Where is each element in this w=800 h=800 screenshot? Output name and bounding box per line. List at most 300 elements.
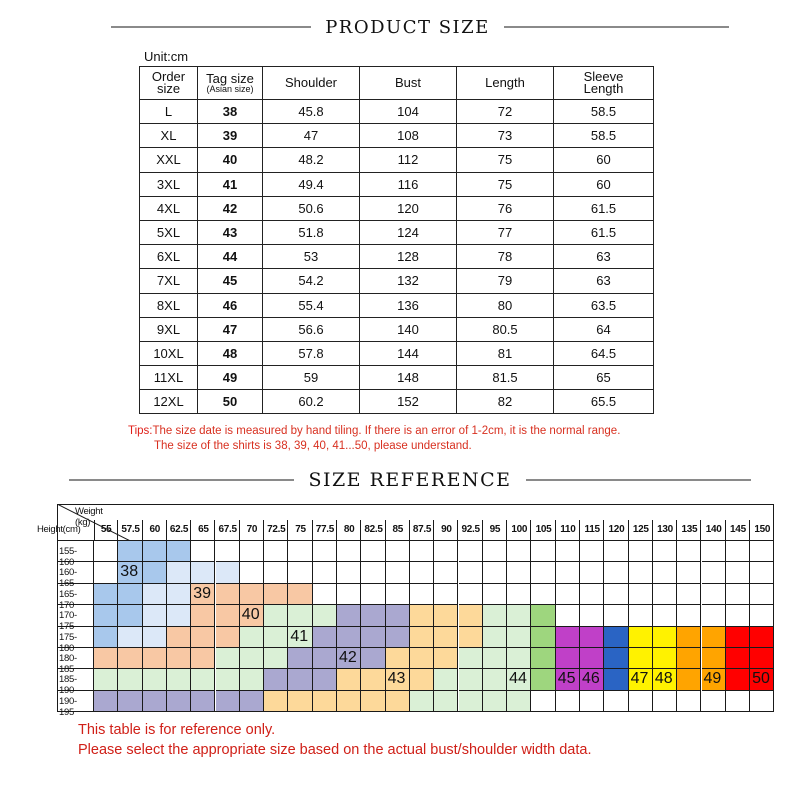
- grid-cell: [726, 691, 750, 712]
- grid-cell: [459, 584, 483, 605]
- grid-cell: [702, 627, 726, 648]
- grid-cell: [167, 584, 191, 605]
- cell-bust: 104: [360, 100, 457, 124]
- cell-bust: 140: [360, 317, 457, 341]
- cell-order-size: 6XL: [140, 245, 198, 269]
- size-table-row: [140, 245, 654, 269]
- grid-cell: [580, 627, 604, 648]
- grid-cell: [167, 541, 191, 562]
- cell-tag-size: 43: [198, 220, 263, 244]
- grid-cell: [94, 648, 118, 669]
- cell-length: 79: [457, 269, 554, 293]
- grid-cell: [386, 691, 410, 712]
- size-table-row: [140, 196, 654, 220]
- grid-cell: [580, 691, 604, 712]
- grid-cell: [750, 691, 774, 712]
- grid-cell: [604, 562, 628, 583]
- cell-sleeve-length: 60: [554, 148, 654, 172]
- heading-rule-left: [69, 479, 294, 480]
- grid-cell: [604, 648, 628, 669]
- grid-cell: [191, 691, 215, 712]
- size-table-row: [140, 390, 654, 414]
- grid-cell: [361, 541, 385, 562]
- grid-cell: [507, 584, 531, 605]
- size-table-header-row: [140, 67, 654, 100]
- grid-cell: [313, 648, 337, 669]
- product-size-title: PRODUCT SIZE: [325, 16, 490, 38]
- cell-order-size: 4XL: [140, 196, 198, 220]
- grid-cell: [459, 562, 483, 583]
- grid-cell: [483, 627, 507, 648]
- grid-cell: [216, 691, 240, 712]
- grid-cell: [264, 541, 288, 562]
- grid-cell: [726, 605, 750, 626]
- header-bottom-line: [57, 504, 774, 541]
- grid-cell: [459, 648, 483, 669]
- size-annotation: 46: [582, 670, 600, 688]
- grid-cell: [313, 627, 337, 648]
- grid-cell: [118, 627, 142, 648]
- grid-cell: [459, 605, 483, 626]
- grid-cell: [434, 562, 458, 583]
- grid-cell: [337, 669, 361, 690]
- grid-cell: [677, 669, 701, 690]
- cell-length: 81: [457, 341, 554, 365]
- grid-cell: [94, 605, 118, 626]
- grid-cell: [653, 562, 677, 583]
- cell-sleeve-length: 63.5: [554, 293, 654, 317]
- cell-sleeve-length: 58.5: [554, 124, 654, 148]
- cell-order-size: 9XL: [140, 317, 198, 341]
- grid-cell: [677, 584, 701, 605]
- grid-cell: [288, 605, 312, 626]
- weight-value: 140: [705, 524, 722, 535]
- grid-cell: [459, 691, 483, 712]
- grid-cell: [531, 669, 555, 690]
- height-value: 190-195: [59, 695, 77, 718]
- size-annotation: 49: [703, 670, 722, 688]
- grid-cell: [361, 627, 385, 648]
- grid-cell: [434, 648, 458, 669]
- size-table-row: [140, 366, 654, 390]
- grid-cell: [459, 627, 483, 648]
- cell-bust: 112: [360, 148, 457, 172]
- header-order-size: Order size: [140, 67, 198, 100]
- cell-length: 81.5: [457, 366, 554, 390]
- grid-cell: [118, 669, 142, 690]
- size-annotation: 41: [290, 627, 309, 645]
- header-shoulder: Shoulder: [263, 67, 360, 100]
- grid-cell: [726, 562, 750, 583]
- grid-cell: [216, 562, 240, 583]
- grid-cell: [410, 669, 434, 690]
- grid-cell: [507, 605, 531, 626]
- grid-cell: [386, 562, 410, 583]
- grid-cell: [313, 605, 337, 626]
- grid-cell: [702, 691, 726, 712]
- cell-length: 78: [457, 245, 554, 269]
- grid-cell: [264, 648, 288, 669]
- grid-cell: [240, 541, 264, 562]
- grid-cell: [726, 541, 750, 562]
- cell-sleeve-length: 58.5: [554, 100, 654, 124]
- grid-cell: [386, 541, 410, 562]
- grid-cell: [750, 541, 774, 562]
- grid-cell: [604, 605, 628, 626]
- cell-sleeve-length: 61.5: [554, 220, 654, 244]
- grid-cell: [677, 691, 701, 712]
- grid-cell: [264, 669, 288, 690]
- grid-cell: [191, 605, 215, 626]
- grid-cell: [434, 541, 458, 562]
- grid-cell: [677, 605, 701, 626]
- grid-cell: [288, 562, 312, 583]
- grid-cell: [361, 691, 385, 712]
- grid-cell: [629, 648, 653, 669]
- grid-cell: [629, 562, 653, 583]
- grid-cell: [629, 541, 653, 562]
- grid-cell: [459, 669, 483, 690]
- grid-cell: [434, 605, 458, 626]
- cell-sleeve-length: 61.5: [554, 196, 654, 220]
- cell-order-size: 11XL: [140, 366, 198, 390]
- grid-cell: [94, 584, 118, 605]
- header-sleeve-length: Sleeve Length: [554, 67, 654, 100]
- grid-cell: [580, 584, 604, 605]
- cell-length: 76: [457, 196, 554, 220]
- grid-cell: [313, 562, 337, 583]
- grid-cell: [191, 627, 215, 648]
- grid-cell: [604, 669, 628, 690]
- weight-value: 80: [343, 524, 355, 535]
- cell-order-size: 3XL: [140, 172, 198, 196]
- size-table-row: [140, 293, 654, 317]
- weight-value: 115: [584, 524, 600, 535]
- cell-tag-size: 50: [198, 390, 263, 414]
- grid-cell: [288, 648, 312, 669]
- height-value: 160-165: [59, 567, 77, 590]
- size-annotation: 38: [120, 563, 139, 581]
- cell-sleeve-length: 63: [554, 245, 654, 269]
- grid-cell: [434, 691, 458, 712]
- grid-cell: [337, 627, 361, 648]
- weight-value: 75: [295, 524, 306, 535]
- size-reference-title: SIZE REFERENCE: [308, 469, 512, 491]
- grid-cell: [483, 691, 507, 712]
- grid-cell: [629, 627, 653, 648]
- cell-shoulder: 53: [263, 245, 360, 269]
- grid-cell: [191, 541, 215, 562]
- weight-value: 57.5: [121, 524, 140, 535]
- grid-cell: [264, 605, 288, 626]
- grid-cell: [240, 669, 264, 690]
- grid-cell: [459, 541, 483, 562]
- grid-cell: [386, 584, 410, 605]
- weight-value: 150: [754, 524, 771, 535]
- cell-bust: 144: [360, 341, 457, 365]
- grid-cell: [216, 627, 240, 648]
- cell-bust: 128: [360, 245, 457, 269]
- grid-cell: [313, 669, 337, 690]
- grid-cell: [556, 691, 580, 712]
- cell-bust: 152: [360, 390, 457, 414]
- cell-length: 77: [457, 220, 554, 244]
- grid-cell: [483, 562, 507, 583]
- cell-tag-size: 48: [198, 341, 263, 365]
- cell-shoulder: 47: [263, 124, 360, 148]
- height-value: 180-185: [59, 653, 77, 675]
- grid-cell: [264, 627, 288, 648]
- size-table-row: [140, 172, 654, 196]
- product-size-table: [139, 66, 654, 414]
- grid-cell: [702, 605, 726, 626]
- cell-length: 82: [457, 390, 554, 414]
- height-value: 155-160: [59, 546, 77, 568]
- header-tag-size-sub: (Asian size): [206, 83, 254, 94]
- grid-cell: [702, 562, 726, 583]
- cell-order-size: 8XL: [140, 293, 198, 317]
- cell-bust: 120: [360, 196, 457, 220]
- grid-cell: [556, 562, 580, 583]
- weight-value: 55: [100, 524, 112, 535]
- footnote: [78, 720, 591, 760]
- size-table-row: [140, 100, 654, 124]
- grid-cell: [143, 541, 167, 562]
- grid-cell: [483, 584, 507, 605]
- size-table-row: [140, 124, 654, 148]
- grid-cell: [361, 562, 385, 583]
- grid-cell: [167, 562, 191, 583]
- cell-order-size: 12XL: [140, 390, 198, 414]
- grid-cell: [410, 562, 434, 583]
- grid-cell: [580, 648, 604, 669]
- cell-shoulder: 56.6: [263, 317, 360, 341]
- tips-note: [128, 424, 620, 454]
- grid-cell: [677, 562, 701, 583]
- cell-shoulder: 60.2: [263, 390, 360, 414]
- grid-cell: [410, 648, 434, 669]
- size-annotation: 50: [752, 670, 770, 688]
- height-value: 170-175: [59, 610, 77, 633]
- weight-value: 120: [608, 524, 625, 535]
- grid-cell: [216, 605, 240, 626]
- grid-cell: [556, 648, 580, 669]
- size-annotation: 42: [339, 649, 357, 666]
- cell-bust: 124: [360, 220, 457, 244]
- grid-cell: [216, 648, 240, 669]
- grid-cell: [604, 691, 628, 712]
- grid-cell: [653, 627, 677, 648]
- tips-line-2: The size of the shirts is 38, 39, 40, 41...50, please understand.: [154, 440, 472, 452]
- grid-cell: [143, 648, 167, 669]
- weight-value: 92.5: [461, 524, 480, 535]
- weight-value: 72.5: [267, 524, 286, 535]
- grid-cell: [143, 562, 167, 583]
- size-table-row: [140, 341, 654, 365]
- grid-cell: [216, 669, 240, 690]
- grid-cell: [580, 605, 604, 626]
- cell-length: 75: [457, 148, 554, 172]
- header-tag-size: Tag size (Asian size): [198, 67, 263, 100]
- weight-value: 110: [560, 524, 576, 535]
- cell-tag-size: 46: [198, 293, 263, 317]
- grid-cell: [750, 627, 774, 648]
- size-annotation: 43: [387, 670, 406, 688]
- grid-cell: [531, 605, 555, 626]
- cell-order-size: XXL: [140, 148, 198, 172]
- cell-tag-size: 45: [198, 269, 263, 293]
- grid-cell: [94, 691, 118, 712]
- weight-value: 70: [246, 524, 258, 535]
- cell-order-size: 10XL: [140, 341, 198, 365]
- grid-cell: [386, 605, 410, 626]
- grid-cell: [556, 584, 580, 605]
- grid-cell: [726, 648, 750, 669]
- size-annotation: 45: [557, 670, 576, 688]
- cell-bust: 108: [360, 124, 457, 148]
- grid-cell: [167, 669, 191, 690]
- grid-cell: [653, 648, 677, 669]
- weight-value: 60: [149, 524, 160, 535]
- weight-value: 125: [632, 524, 649, 535]
- grid-cell: [483, 648, 507, 669]
- grid-cell: [240, 648, 264, 669]
- cell-sleeve-length: 64.5: [554, 341, 654, 365]
- grid-cell: [216, 584, 240, 605]
- height-value: 175-180: [59, 631, 77, 654]
- grid-cell: [434, 669, 458, 690]
- grid-cell: [750, 584, 774, 605]
- grid-cell: [629, 605, 653, 626]
- grid-cell: [191, 669, 215, 690]
- grid-cell: [143, 669, 167, 690]
- grid-cell: [361, 584, 385, 605]
- weight-value: 85: [392, 524, 403, 535]
- grid-cell: [361, 648, 385, 669]
- cell-sleeve-length: 65.5: [554, 390, 654, 414]
- product-size-heading: [0, 14, 800, 40]
- cell-shoulder: 48.2: [263, 148, 360, 172]
- heading-rule-right: [504, 26, 729, 27]
- grid-cell: [531, 584, 555, 605]
- grid-cell: [167, 605, 191, 626]
- grid-cell: [629, 584, 653, 605]
- grid-cell: [702, 541, 726, 562]
- grid-cell: [653, 605, 677, 626]
- size-annotation: 47: [630, 670, 649, 688]
- grid-cell: [337, 562, 361, 583]
- grid-cell: [531, 541, 555, 562]
- grid-cell: [264, 584, 288, 605]
- cell-sleeve-length: 63: [554, 269, 654, 293]
- grid-cell: [118, 605, 142, 626]
- cell-tag-size: 44: [198, 245, 263, 269]
- cell-length: 73: [457, 124, 554, 148]
- cell-order-size: 7XL: [140, 269, 198, 293]
- grid-cell: [507, 691, 531, 712]
- size-reference-heading: [0, 466, 800, 494]
- grid-cell: [264, 691, 288, 712]
- cell-tag-size: 38: [198, 100, 263, 124]
- cell-shoulder: 59: [263, 366, 360, 390]
- grid-cell: [240, 562, 264, 583]
- grid-cell: [702, 648, 726, 669]
- size-annotation: 39: [193, 584, 211, 602]
- grid-cell: [434, 584, 458, 605]
- weight-value: 67.5: [218, 524, 237, 535]
- grid-cell: [361, 669, 385, 690]
- grid-cell: [677, 541, 701, 562]
- grid-cell: [677, 627, 701, 648]
- cell-order-size: XL: [140, 124, 198, 148]
- cell-tag-size: 39: [198, 124, 263, 148]
- grid-cell: [240, 584, 264, 605]
- weight-value: 90: [441, 524, 452, 535]
- grid-cell: [288, 669, 312, 690]
- weight-value: 62.5: [169, 524, 189, 535]
- grid-cell: [726, 669, 750, 690]
- grid-cell: [604, 541, 628, 562]
- weight-value: 65: [198, 524, 209, 535]
- grid-cell: [531, 627, 555, 648]
- grid-cell: [167, 648, 191, 669]
- grid-cell: [556, 605, 580, 626]
- grid-cell: [118, 648, 142, 669]
- grid-cell: [531, 562, 555, 583]
- weight-value: 77.5: [315, 524, 334, 535]
- tips-line-1: The size date is measured by hand tiling. If there is an error of 1-2cm, it is the normal range.: [152, 425, 621, 437]
- cell-bust: 136: [360, 293, 457, 317]
- cell-tag-size: 49: [198, 366, 263, 390]
- cell-sleeve-length: 60: [554, 172, 654, 196]
- grid-cell: [361, 605, 385, 626]
- grid-cell: [240, 627, 264, 648]
- grid-cell: [337, 691, 361, 712]
- cell-bust: 132: [360, 269, 457, 293]
- grid-cell: [118, 584, 142, 605]
- grid-cell: [94, 562, 118, 583]
- grid-cell: [410, 605, 434, 626]
- cell-tag-size: 42: [198, 196, 263, 220]
- footnote-line-1: This table is for reference only.: [78, 722, 276, 738]
- grid-cell: [191, 648, 215, 669]
- grid-cell: [94, 669, 118, 690]
- grid-cell: [507, 627, 531, 648]
- unit-label: Unit:cm: [144, 49, 189, 64]
- size-table-row: [140, 269, 654, 293]
- heading-rule-right: [526, 479, 751, 480]
- weight-value: 82.5: [364, 524, 383, 535]
- size-table-row: [140, 220, 654, 244]
- cell-shoulder: 50.6: [263, 196, 360, 220]
- cell-tag-size: 47: [198, 317, 263, 341]
- grid-cell: [483, 669, 507, 690]
- cell-length: 80: [457, 293, 554, 317]
- grid-cell: [143, 605, 167, 626]
- grid-cell: [726, 627, 750, 648]
- cell-length: 80.5: [457, 317, 554, 341]
- cell-shoulder: 57.8: [263, 341, 360, 365]
- height-value: 165-170: [59, 588, 77, 611]
- grid-cell: [216, 541, 240, 562]
- grid-cell: [726, 584, 750, 605]
- grid-cell: [531, 691, 555, 712]
- grid-cell: [118, 541, 142, 562]
- cell-shoulder: 55.4: [263, 293, 360, 317]
- cell-tag-size: 40: [198, 148, 263, 172]
- grid-cell: [288, 541, 312, 562]
- cell-sleeve-length: 64: [554, 317, 654, 341]
